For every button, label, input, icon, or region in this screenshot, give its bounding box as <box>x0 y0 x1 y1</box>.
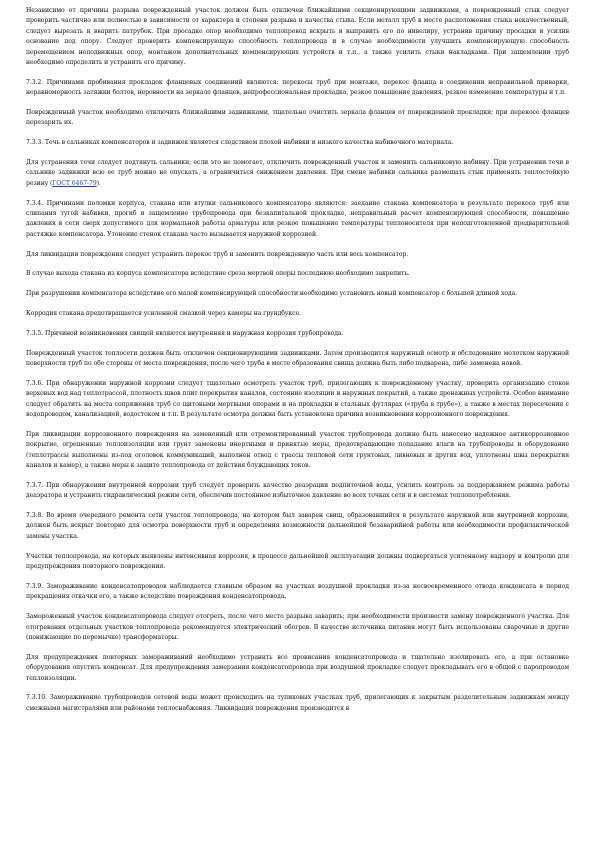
paragraph: Независимо от причины разрыва поврежденный участок должен быть отключен ближайшими секционирующими задвижками, а поврежденный стык следует проверить частично или полностью в зависимости от характера и степени разрыва и качества стыка. Если металл труб в месте расположения стыка некачественный, следует вырезать и вварить патрубок. При просадке опор необходимо теплопровод вскрыть и выправить его по нивелиру, устранив причину просадки и усилив основание под опору. Следует проверить компенсирующую способность теплопровода и в случае необходимости улучшить компенсирующую способность перемещением неподвижных опор, монтажом дополнительных компенсирующих устройств и т.п., а также усилить стыки накладками. При защемлении труб необходимо определить и устранить его причину. <box>26 7 569 67</box>
paragraph-text: Для устранения течи следует подтянуть сальники; если это не помогает, отключить поврежденный участок и заменить сальниковую набивку. При устранении течи в сальнике задвижки всю ее труб можно не опускать, а ограничиться снижением давления. При смене набивки сальника размещать стык применять теплостойкую резину ( <box>26 159 569 187</box>
paragraph: 7.3.9. Замораживание конденсатопроводов наблюдается главным образом на участках воздушной прокладки из-за несвоевременного отвода конденсата в период прекращения откачки его, а также вследствие повреждения конденсатопровода. <box>26 582 569 601</box>
paragraph: 7.3.5. Причиной возникновения свищей являются внутренняя и наружная коррозия трубопровода. <box>26 329 344 337</box>
paragraph: Замороженный участок конденсатопровода следует отогреть, после чего место разрыва заварить; при необходимости произвести замену поврежденного участка. Для отогревания отдельных участков теплопровода рекомендуется электрический обогрев. В качестве источника питания могут быть использованы сварочные и другие (понижающие по перемычке) трансформаторы. <box>26 613 569 641</box>
gost-link[interactable]: ГОСТ 6467-79 <box>52 179 97 187</box>
paragraph: В случае выхода стакана из корпуса компенсатора вследствие среза мертвой опоры последнюю необходимо закрепить. <box>26 270 410 278</box>
paragraph-with-link <box>26 158 569 189</box>
paragraph: Корродия стакана предотвращается усиленной смазкой через камеры на грундбуксе. <box>26 310 301 318</box>
paragraph: Для ликвидации повреждения следует устранить перекос труб и заменить поврежденную часть или весь компенсатор. <box>26 250 409 258</box>
paragraph: При ликвидации коррозионного повреждения на замененный или отремонтированный участок трубопровода должно быть нанесено надежное антикоррозионное покрытие, огрешенные теплоизоляции или грунт заменены инертными и принятые меры, предотвращающие попадание влаги на трубопроводы и оборудование (теплотрассы выполнены из-под оголовок коммуникаций, выполнен отвод с трассы тепловой сети грунтовых, ливневых и других вод, уплотнены швы перекрытия каналов и камер), а также меры к защите теплопровода от действия блуждающих токов. <box>26 430 569 470</box>
paragraph: Для предупреждения повторных замораживаний необходимо устранить все провисания конденсатопровода и тщательно изолировать его, а при остановке оборудования опустить конденсат. Для предупреждения замерзания конденсатопровода при воздушной прокладке следует прокладывать его в общей с паропроводом теплоизоляции. <box>26 653 569 682</box>
paragraph: 7.3.10. Замораживание трубопроводов сетевой воды может происходить на тупиковых участках труб, прилегающих к закрытым разделительным задвижкам между смежными магистралями или районами теплоснабжения. Ликвидация повреждения производится в <box>26 694 569 712</box>
paragraph: 7.3.6. При обнаружении наружной коррозии следует тщательно осмотреть участок труб, прилегающих к поврежденному участку, проверить организацию стоков верховых вод над теплотрассой, плотность швов плит перекрытия каналов, состояние изоляции и наружных покрытий, а также дренажных устройств. Особое внимание следует обратить на места сопряжения труб со щитовыми мертвыми опорами и на прокладки в стальных футлярах («труба в трубе»), а также в местах пересечения с водопроводом, канализацией, водостоком и т.п. В результате осмотра должна быть установлена причина возникновения коррозионного повреждения. <box>26 379 569 419</box>
link-suffix: ). <box>96 179 101 187</box>
paragraph: 7.3.4. Причинами поломки корпуса, стакана или втулки сальникового компенсатора являются: заедание стакана компенсатора в результате перекоса труб или слипания тугой набивки, прогиб и защемление трубопровода при безкапитальной прокладке, неправильный расчет компенсирующей способности, повышение давления в сети сверх допустимого для нормальной работы арматуры или резкое повышение температуры теплоносителя при неподготовленной предварительной растяжке компенсатора. Утонение стенок стакана часто вызывается наружной коррозией. <box>26 199 569 238</box>
paragraph: Поврежденный участок теплосети должен быть отключен секционирующими задвижками. Затем производится наружный осмотр и обследование молотком наружной поверхности труб по обе стороны от места повреждения, после чего труба в месте образования свища должна быть либо подварена, либо заменена новой. <box>26 349 569 368</box>
paragraph: 7.3.3. Течь в сальниках компенсаторов и задвижек является следствием плохой набивки и низкого качества набивочного материала. <box>26 139 454 147</box>
paragraph: 7.3.2. Причинами пробивания прокладок фланцевых соединений являются: перекосы труб при монтаже, перекос фланца в соединении неправильной приварки, неравномерность затяжки болтов, неровности на зеркале фланцев, непрофессиональная прокладка, резкое повышение давления, резкое изменение температуры и т.п. <box>26 78 569 97</box>
paragraph: При разрушении компенсатора вследствие его малой компенсирующей способности необходимо установить новый компенсатор с большей длиной хода. <box>26 290 518 298</box>
paragraph: Участки теплопровода, на которых выявлены интенсивная коррозия, в процессе дальнейшей эксплуатации должны подвергаться усиленному надзору и контролю для предупреждения повторного повреждения. <box>26 552 569 571</box>
paragraph: Поврежденный участок необходимо отключить ближайшими задвижками, тщательно очистить зеркала фланцев от поврежденной прокладки; при перекосе фланцев перезарить их. <box>26 109 569 127</box>
paragraph: 7.3.8. Во время очередного ремонта сети участок теплопровода, на котором был заварен свищ, образовавшийся в результате наружной или внутренней коррозии, должен быть вскрыт повторно для осмотра поверхности труб и определения возможности дальнейшей безаварийной работы или необходимости профилактической замены участка. <box>26 512 569 540</box>
paragraph: 7.3.7. При обнаружении внутренней коррозии труб следует проверить качество деаэрации подпиточной воды, усилить контроль за поддержанием режима работы деаэратора и устранить гидравлический режим сети, обеспечив постоянное избыточное давление во всех точках сети и в системах теплопотребления. <box>26 481 569 500</box>
